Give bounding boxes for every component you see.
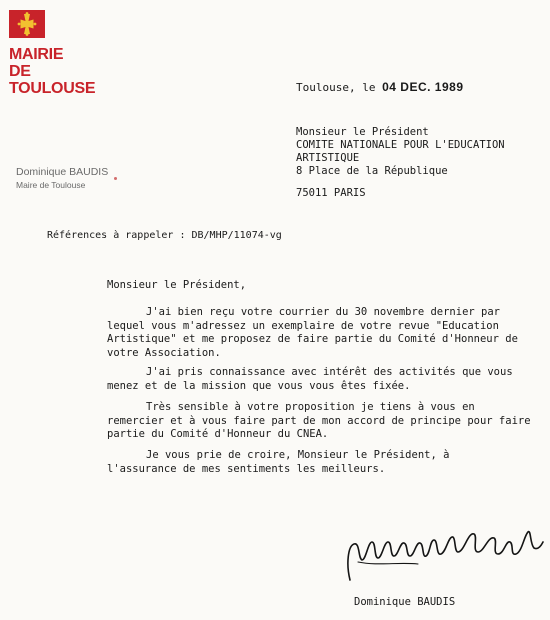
- paragraph-line: J'ai bien reçu votre courrier du 30 novembre dernier par: [146, 306, 501, 318]
- city-logo: [9, 10, 96, 97]
- body-paragraph: [107, 306, 518, 360]
- date-stamp: 04 DEC. 1989: [382, 80, 464, 94]
- recipient-line: 75011 PARIS: [296, 187, 366, 199]
- reference-line: Références à rappeler : DB/MHP/11074-vg: [47, 230, 282, 241]
- occitan-cross-icon: [9, 10, 45, 38]
- paragraph-line: votre Association.: [107, 346, 221, 359]
- paragraph-line: l'assurance de mes sentiments les meilleurs.: [107, 462, 386, 475]
- salutation: Monsieur le Président,: [107, 279, 247, 291]
- paragraph-line: J'ai pris connaissance avec intérêt des activités que vous: [146, 366, 513, 378]
- paragraph-line: partie du Comité d'Honneur du CNEA.: [107, 428, 329, 440]
- paragraph-line: remercier et à vous faire part de mon accord de principe pour faire: [107, 414, 531, 427]
- recipient-address: [296, 126, 505, 200]
- recipient-line: 8 Place de la République: [296, 165, 448, 177]
- date-place: Toulouse, le: [296, 81, 376, 94]
- body-paragraph: [107, 449, 449, 476]
- body-paragraph: [107, 366, 513, 393]
- handwritten-signature: [338, 522, 548, 586]
- recipient-line: ARTISTIQUE: [296, 152, 360, 164]
- date-line: [296, 80, 464, 94]
- signatory-name: Dominique BAUDIS: [354, 596, 456, 608]
- mayor-title: Maire de Toulouse: [16, 180, 86, 190]
- paragraph-line: Artistique" et me proposez de faire partie du Comité d'Honneur de: [107, 333, 518, 345]
- recipient-line: Monsieur le Président: [296, 126, 429, 138]
- logo-line: TOULOUSE: [9, 80, 96, 97]
- paragraph-line: Je vous prie de croire, Monsieur le Président, à: [146, 449, 450, 461]
- paragraph-line: lequel vous m'adressez un exemplaire de votre revue "Education: [107, 319, 499, 332]
- body-paragraph: [107, 401, 531, 442]
- recipient-line: COMITE NATIONALE POUR L'EDUCATION: [296, 139, 505, 151]
- ink-dot: [114, 177, 117, 180]
- mayor-name: Dominique BAUDIS: [16, 166, 109, 178]
- city-logo-text: [9, 46, 119, 97]
- paragraph-line: Très sensible à votre proposition je tiens à vous en: [146, 401, 475, 413]
- logo-line: DE: [9, 63, 31, 80]
- paragraph-line: menez et de la mission que vous vous êtes fixée.: [107, 379, 411, 392]
- logo-line: MAIRIE: [9, 46, 64, 63]
